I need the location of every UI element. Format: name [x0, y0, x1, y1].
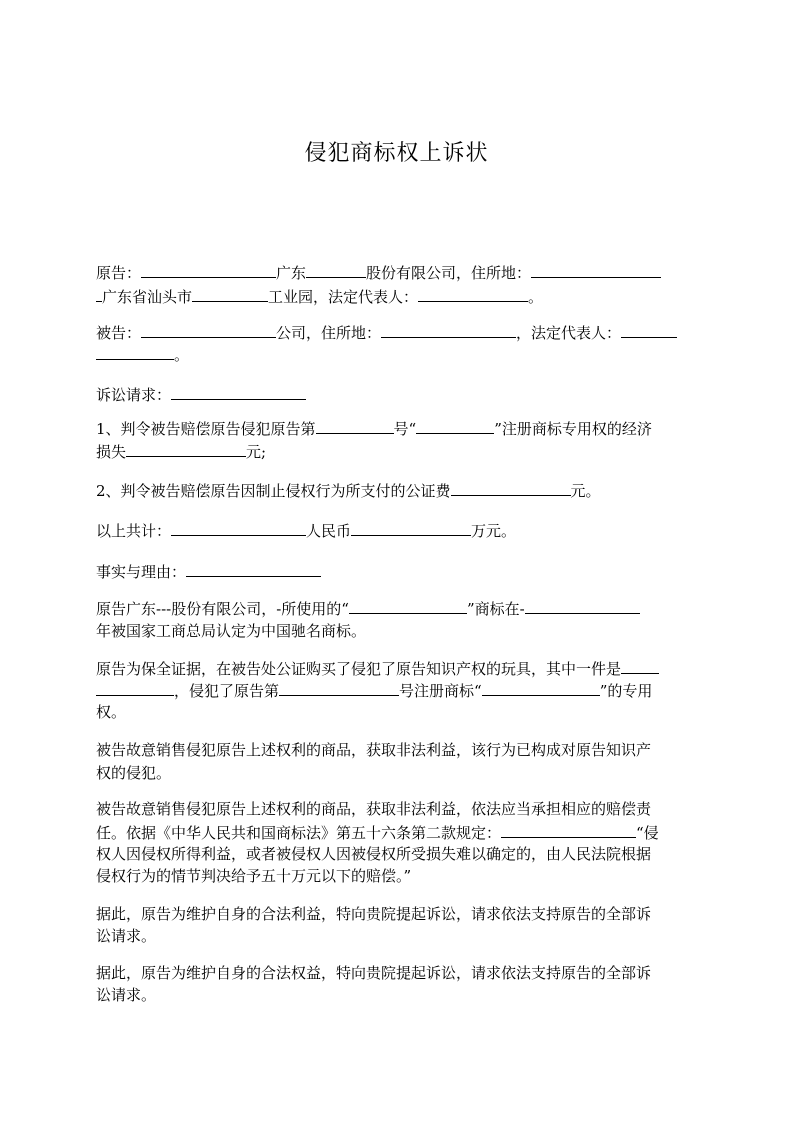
blank-field[interactable]: [525, 598, 640, 614]
blank-field[interactable]: [531, 262, 661, 278]
blank-field[interactable]: [418, 286, 528, 302]
fact-text: “侵: [636, 824, 659, 842]
blank-field[interactable]: [416, 418, 494, 434]
plaintiff-text: 广东: [276, 264, 307, 282]
fact-line: 权的侵犯。: [96, 764, 172, 782]
blank-field[interactable]: [96, 344, 174, 360]
conclusion-line: 据此，原告为维护自身的合法权益，特向贵院提起诉讼，请求依法支持原告的全部诉: [96, 964, 652, 982]
claim-2: [96, 480, 696, 501]
blank-field[interactable]: [349, 598, 467, 614]
fact-text: 原告为保全证据，在被告处公证购买了侵犯了原告知识产权的玩具，其中一件是: [96, 660, 622, 678]
facts-heading: [96, 561, 696, 582]
plaintiff-text: 工业园，法定代表人：: [268, 288, 419, 306]
defendant-label: 被告：: [96, 324, 142, 342]
blank-field[interactable]: [171, 520, 306, 536]
conclusion-line: 据此，原告为维护自身的合法利益，特向贵院提起诉讼，请求依法支持原告的全部诉: [96, 905, 652, 923]
conclusion-line: 讼请求。: [96, 927, 157, 945]
blank-field[interactable]: [501, 822, 636, 838]
claim-text: ”注册商标专用权的经济: [494, 420, 652, 438]
fact-text: ”的专用: [599, 682, 653, 700]
claim-text: 1、判令被告赔偿原告侵犯原告第: [96, 420, 316, 438]
fact-text: 年被国家工商总局认定为中国驰名商标。: [96, 622, 367, 640]
fact-line: 权人因侵权所得利益，或者被侵权人因被侵权所受损失难以确定的，由人民法院根据: [96, 845, 652, 863]
claim-text: 损失: [96, 443, 127, 461]
fact-line: 被告故意销售侵犯原告上述权利的商品，获取非法利益，依法应当承担相应的赔偿责: [96, 800, 652, 818]
blank-field[interactable]: [621, 322, 677, 338]
blank-field[interactable]: [381, 322, 516, 338]
blank-field[interactable]: [279, 680, 399, 696]
blank-field[interactable]: [96, 680, 174, 696]
plaintiff-text: 。: [528, 288, 544, 306]
document-title: 侵犯商标权上诉状: [304, 141, 489, 166]
fact-text: 任。依据《中华人民共和国商标法》第五十六条第二款规定：: [96, 824, 502, 842]
fact-text: 权。: [96, 703, 127, 721]
claim-text: 2、判令被告赔偿原告因制止侵权行为所支付的公证费: [96, 482, 451, 500]
defendant-text: 。: [174, 346, 190, 364]
blank-field[interactable]: [306, 262, 366, 278]
blank-field[interactable]: [621, 658, 659, 674]
conclusion-line: 讼请求。: [96, 986, 157, 1004]
fact-text: ，侵犯了原告第: [174, 682, 280, 700]
total-text: 万元。: [471, 522, 517, 540]
fact-line: 侵权行为的情节判决给予五十万元以下的赔偿。”: [96, 867, 412, 885]
blank-field[interactable]: [141, 322, 276, 338]
claims-label: 诉讼请求：: [96, 386, 172, 404]
fact-text: 号注册商标“: [399, 682, 482, 700]
claim-text: 元。: [570, 482, 601, 500]
blank-field[interactable]: [171, 384, 306, 400]
blank-field[interactable]: [351, 520, 471, 536]
blank-field[interactable]: [186, 561, 321, 577]
defendant-text: ，法定代表人：: [516, 324, 622, 342]
total-text: 以上共计：: [96, 522, 172, 540]
blank-field[interactable]: [126, 441, 246, 457]
blank-field[interactable]: [141, 262, 276, 278]
fact-text: 原告广东---股份有限公司，-所使用的“: [96, 600, 349, 618]
claim-text: 号“: [393, 420, 417, 438]
fact-line: 被告故意销售侵犯原告上述权利的商品，获取非法利益，该行为已构成对原告知识产: [96, 741, 652, 759]
blank-field[interactable]: [316, 418, 394, 434]
defendant-text: 公司，住所地：: [276, 324, 382, 342]
total-line: [96, 520, 696, 541]
fact-text: ”商标在-: [466, 600, 525, 618]
claims-heading: [96, 384, 696, 405]
plaintiff-text: 股份有限公司，住所地：: [366, 264, 532, 282]
blank-field[interactable]: [192, 286, 268, 302]
blank-field[interactable]: [482, 680, 600, 696]
total-text: 人民币: [306, 522, 352, 540]
facts-label: 事实与理由：: [96, 563, 187, 581]
claim-text: 元;: [246, 443, 267, 461]
blank-field[interactable]: [451, 480, 571, 496]
plaintiff-label: 原告：: [96, 264, 142, 282]
plaintiff-text: 广东省汕头市: [102, 288, 193, 306]
